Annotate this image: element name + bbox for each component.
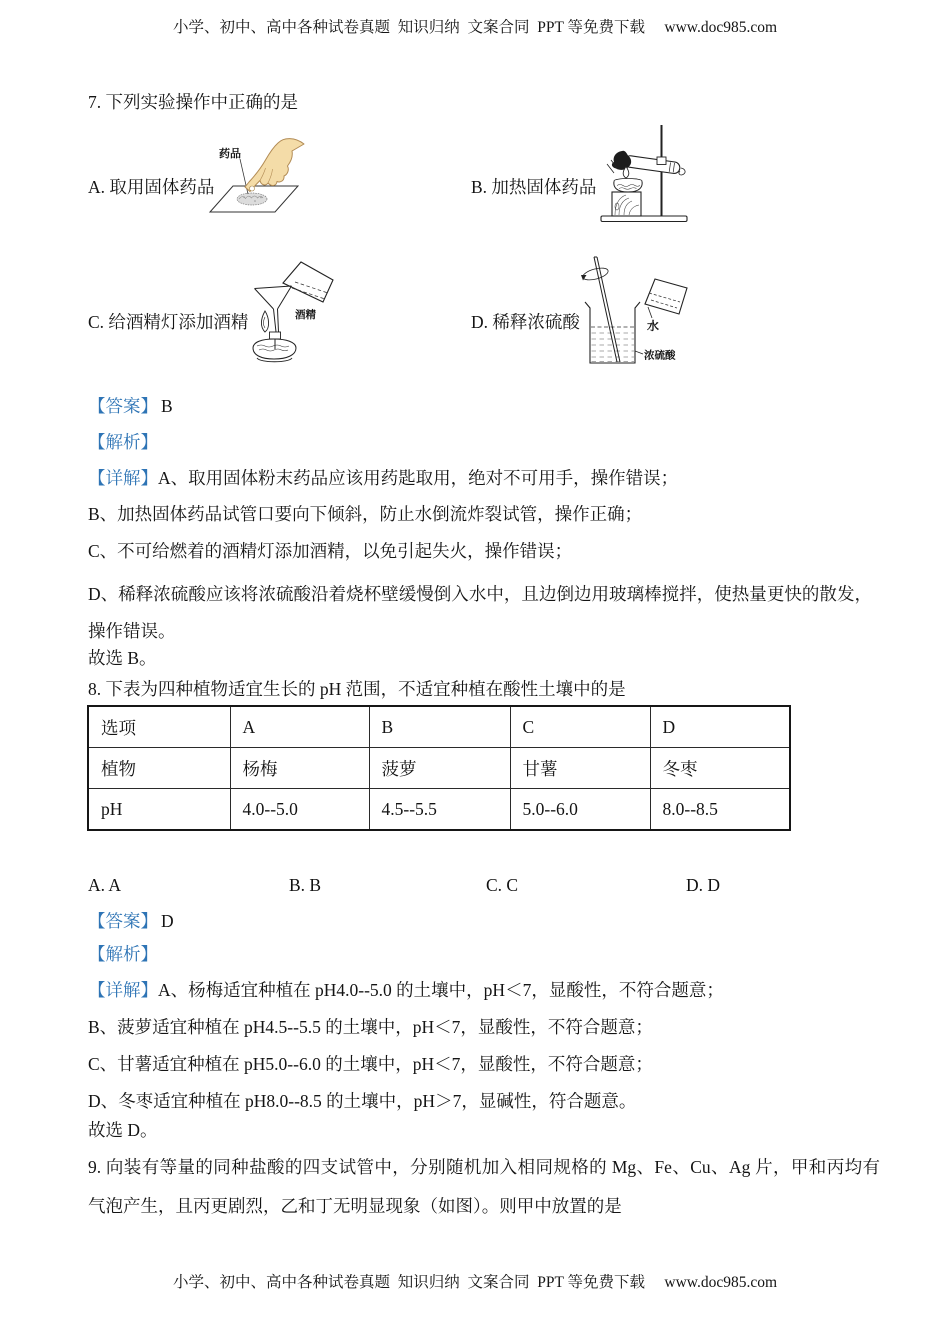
q8-choice-d: D. D bbox=[686, 875, 721, 895]
answer-label: 【答案】 bbox=[88, 911, 158, 931]
q8-answer-value: D bbox=[161, 911, 174, 931]
q8-detail-d: D、冬枣适宜种植在 pH8.0--8.5 的土壤中，pH＞7，显碱性，符合题意。 bbox=[88, 1091, 637, 1111]
table-cell: C bbox=[510, 706, 650, 748]
table-cell: 4.0--5.0 bbox=[230, 789, 369, 831]
take-solid-icon bbox=[206, 138, 306, 222]
q8-choices-row bbox=[88, 875, 872, 900]
wick-collar bbox=[270, 332, 281, 339]
table-cell: 植物 bbox=[88, 748, 230, 789]
detail-label: 【详解】 bbox=[88, 980, 158, 1000]
table-cell: A bbox=[230, 706, 369, 748]
table-cell: pH bbox=[88, 789, 230, 831]
table-cell: 8.0--8.5 bbox=[650, 789, 790, 831]
q7-option-d-label: D. 稀释浓硫酸 bbox=[471, 312, 580, 332]
liquid-dashes bbox=[592, 333, 635, 362]
q8-choice-a: A. A bbox=[88, 875, 122, 895]
q7-analysis-line bbox=[88, 430, 158, 455]
q8-detail-c: C、甘薯适宜种植在 pH5.0--6.0 的土壤中，pH＜7，显酸性，不符合题意； bbox=[88, 1054, 653, 1074]
clamp-handle bbox=[624, 155, 681, 174]
table-cell: B bbox=[369, 706, 510, 748]
table-cell: 选项 bbox=[88, 706, 230, 748]
q7-figure-add-alcohol bbox=[250, 257, 345, 369]
alcohol-lamp bbox=[614, 182, 642, 193]
answer-label: 【答案】 bbox=[88, 396, 158, 416]
analysis-label: 【解析】 bbox=[88, 944, 158, 964]
table-row bbox=[88, 748, 790, 789]
q7-figure-heat-solid bbox=[596, 117, 692, 225]
clamp-jaws bbox=[612, 151, 631, 170]
q8-choice-c: C. C bbox=[486, 875, 519, 895]
q7-conclusion: 故选 B。 bbox=[88, 648, 157, 668]
q7-detail-d: D、稀释浓硫酸应该将浓硫酸沿着烧杯壁缓慢倒入水中，且边倒边用玻璃棒搅拌，使热量更快的散发，操作错误。 bbox=[88, 584, 872, 641]
beaker bbox=[585, 302, 640, 363]
q7-detail-b: B、加热固体药品试管口要向下倾斜，防止水倒流炸裂试管，操作正确； bbox=[88, 504, 643, 524]
wood-block bbox=[612, 192, 641, 216]
table-cell: 冬枣 bbox=[650, 748, 790, 789]
q7-detail-a: 【详解】A、取用固体粉末药品应该用药匙取用，绝对不可用手，操作错误； bbox=[88, 468, 679, 488]
footer-watermark: 小学、初中、高中各种试卷真题 知识归纳 文案合同 PPT 等免费下载 www.doc985.com bbox=[172, 1274, 778, 1291]
q8-analysis-line bbox=[88, 942, 158, 967]
q7-option-b-label: B. 加热固体药品 bbox=[471, 177, 597, 197]
water-label: 水 bbox=[647, 319, 660, 333]
pouring-beaker bbox=[283, 262, 333, 302]
hand-icon bbox=[245, 139, 304, 192]
powder-pile bbox=[237, 193, 267, 205]
detail-label: 【详解】 bbox=[88, 468, 158, 488]
analysis-label: 【解析】 bbox=[88, 432, 158, 452]
funnel bbox=[255, 286, 292, 332]
rotation-arrow bbox=[582, 266, 610, 282]
table-cell: 甘薯 bbox=[510, 748, 650, 789]
header-watermark: 小学、初中、高中各种试卷真题 知识归纳 文案合同 PPT 等免费下载 www.doc985.com bbox=[172, 19, 778, 36]
q9-title: 9. 向装有等量的同种盐酸的四支试管中，分别随机加入相同规格的 Mg、Fe、Cu、Ag 片，甲和丙均有气泡产生，且丙更剧烈，乙和丁无明显现象（如图）。则甲中放置的是 bbox=[88, 1157, 880, 1216]
dilute-acid-icon bbox=[578, 252, 690, 370]
funnel-rim bbox=[255, 286, 292, 289]
q7-answer-line bbox=[88, 394, 173, 419]
q7-detail-c: C、不可给燃着的酒精灯添加酒精，以免引起失火，操作错误； bbox=[88, 541, 573, 561]
q8-detail-a: 【详解】A、杨梅适宜种植在 pH4.0--5.0 的土壤中，pH＜7，显酸性，不符合题意； bbox=[88, 980, 724, 1000]
stand-base bbox=[601, 216, 687, 222]
pouring-beaker bbox=[645, 279, 687, 314]
table-cell: 菠萝 bbox=[369, 748, 510, 789]
q7-option-c-label: C. 给酒精灯添加酒精 bbox=[88, 312, 249, 332]
table-cell: D bbox=[650, 706, 790, 748]
q7-answer-value: B bbox=[161, 396, 173, 416]
table-cell: 4.5--5.5 bbox=[369, 789, 510, 831]
medicine-label: 药品 bbox=[219, 148, 241, 160]
q7-figure-dilute-acid bbox=[578, 252, 690, 370]
glass-rod bbox=[594, 257, 617, 362]
flame-icon bbox=[261, 311, 268, 332]
rod-collar bbox=[657, 157, 666, 165]
acid-leader bbox=[635, 351, 643, 354]
heat-solid-icon bbox=[596, 117, 692, 225]
q7-title: 7. 下列实验操作中正确的是 bbox=[88, 92, 298, 112]
q7-figure-take-solid bbox=[206, 138, 306, 222]
ph-table bbox=[87, 705, 791, 831]
acid-label: 浓硫酸 bbox=[644, 350, 676, 362]
table-row bbox=[88, 706, 790, 748]
table-cell: 杨梅 bbox=[230, 748, 369, 789]
add-alcohol-icon bbox=[250, 257, 345, 369]
q8-detail-b: B、菠萝适宜种植在 pH4.5--5.5 的土壤中，pH＜7，显酸性，不符合题意； bbox=[88, 1017, 653, 1037]
q8-choice-b: B. B bbox=[289, 875, 322, 895]
q8-title: 8. 下表为四种植物适宜生长的 pH 范围，不适宜种植在酸性土壤中的是 bbox=[88, 679, 626, 699]
q7-option-a-label: A. 取用固体药品 bbox=[88, 177, 215, 197]
water-leader bbox=[648, 307, 652, 318]
q8-answer-line bbox=[88, 909, 174, 934]
table-row bbox=[88, 789, 790, 831]
table-cell: 5.0--6.0 bbox=[510, 789, 650, 831]
q8-conclusion: 故选 D。 bbox=[88, 1120, 158, 1140]
alcohol-label: 酒精 bbox=[295, 310, 316, 321]
